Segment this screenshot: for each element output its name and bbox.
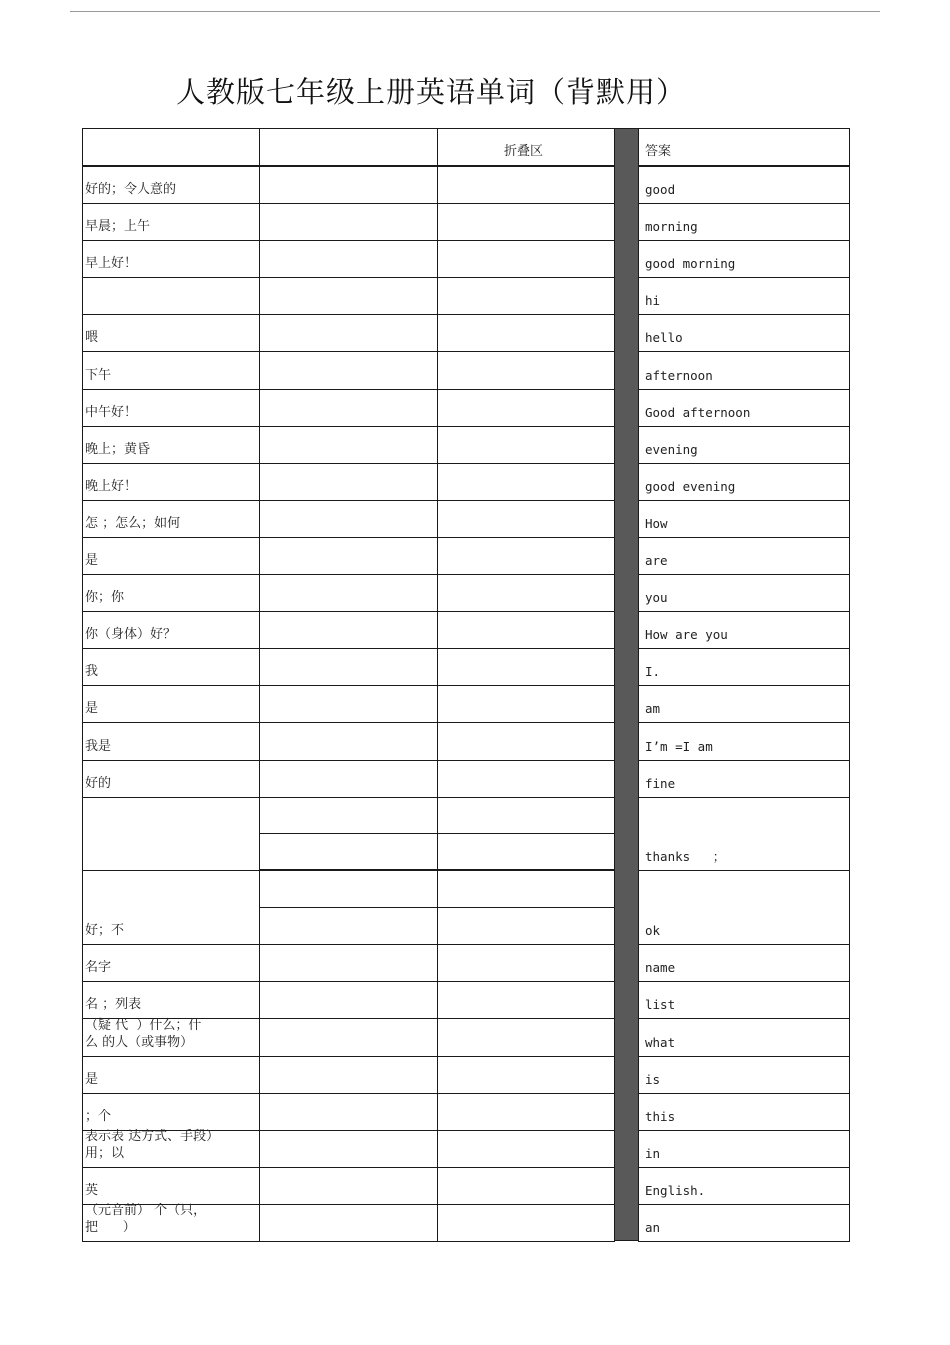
fold-write-cell[interactable] [437,426,615,464]
answer-label: 答案 [645,144,672,159]
fold-write-cell[interactable] [437,203,615,241]
chinese-cell [82,648,260,686]
chinese-cell [82,685,260,723]
english-answer: is [645,1072,661,1087]
answer-cell [638,203,850,241]
write-cell[interactable] [259,500,438,538]
english-answer: this [645,1109,676,1124]
chinese-cell [82,463,260,501]
write-cell[interactable] [259,797,438,834]
answer-cell [638,611,850,649]
english-answer: evening [645,442,698,457]
write-cell[interactable] [259,277,438,315]
header-cell-fold [437,128,615,166]
fold-write-cell[interactable] [437,166,615,204]
chinese-cell [82,426,260,464]
chinese-cell [82,1018,260,1057]
answer-cell [638,537,850,575]
answer-cell [638,1130,850,1168]
chinese-meaning: 是 [85,1072,99,1087]
chinese-meaning: 你（身体）好？ [85,627,177,642]
chinese-cell [82,1204,260,1242]
chinese-meaning: 好；不 [85,923,125,938]
english-answer: am [645,701,661,716]
chinese-cell [82,944,260,982]
write-cell[interactable] [259,240,438,278]
chinese-cell [82,1167,260,1205]
write-cell[interactable] [259,981,438,1019]
answer-cell [638,389,850,427]
chinese-meaning: 好的 [85,776,112,791]
chinese-meaning: 表示表 达方式、手段） 用；以 [85,1129,220,1161]
answer-cell [638,1056,850,1094]
answer-cell [638,277,850,315]
fold-write-cell[interactable] [437,500,615,538]
chinese-meaning: ；个 [85,1109,112,1124]
write-cell[interactable] [259,1056,438,1094]
fold-write-cell[interactable] [437,685,615,723]
fold-write-cell[interactable] [437,1018,615,1057]
english-answer: are [645,553,668,568]
fold-write-cell[interactable] [437,833,615,870]
answer-cell [638,760,850,798]
write-cell[interactable] [259,907,438,945]
write-cell[interactable] [259,203,438,241]
chinese-meaning: 我是 [85,739,112,754]
fold-write-cell[interactable] [437,351,615,390]
chinese-meaning: 名字 [85,960,112,975]
english-answer: I. [645,664,661,679]
chinese-meaning: 喂 [85,330,99,345]
write-cell[interactable] [259,833,438,870]
chinese-cell [82,277,260,315]
chinese-meaning: 下午 [85,368,112,383]
fold-write-cell[interactable] [437,537,615,575]
english-answer: How [645,516,668,531]
answer-cell [638,574,850,612]
write-cell[interactable] [259,166,438,204]
header-cell-chinese [82,128,260,166]
answer-cell [638,981,850,1019]
write-cell[interactable] [259,1204,438,1242]
fold-write-cell[interactable] [437,907,615,945]
chinese-meaning: （元音前） 个（只， 把 ） [85,1203,207,1235]
chinese-cell [82,537,260,575]
english-answer: fine [645,776,676,791]
chinese-meaning: 好的；令人意的 [85,182,177,197]
write-cell[interactable] [259,463,438,501]
header-cell-answer [638,128,850,166]
fold-strip [615,128,638,1241]
chinese-cell [82,240,260,278]
fold-write-cell[interactable] [437,981,615,1019]
english-answer: what [645,1035,676,1050]
write-cell[interactable] [259,760,438,798]
answer-cell [638,314,850,352]
write-cell[interactable] [259,1167,438,1205]
chinese-cell [82,722,260,761]
answer-cell [638,463,850,501]
answer-cell [638,1093,850,1131]
top-rule [70,11,880,12]
fold-write-cell[interactable] [437,389,615,427]
answer-cell [638,944,850,982]
answer-cell [638,648,850,686]
english-answer: I’m =I am [645,739,713,754]
fold-write-cell[interactable] [437,240,615,278]
chinese-cell [82,797,260,871]
chinese-cell [82,870,260,945]
write-cell[interactable] [259,1130,438,1168]
fold-write-cell[interactable] [437,314,615,352]
english-answer: name [645,960,676,975]
english-answer: list [645,997,676,1012]
english-answer: good evening [645,479,736,494]
fold-zone-label: 折叠区 [504,144,544,159]
answer-cell [638,722,850,761]
english-answer: thanks ； [645,849,726,864]
english-answer: good [645,182,676,197]
chinese-meaning: 是 [85,553,99,568]
chinese-meaning: 中午好！ [85,405,138,420]
chinese-cell [82,500,260,538]
english-answer: hi [645,293,661,308]
write-cell[interactable] [259,1093,438,1131]
write-cell[interactable] [259,648,438,686]
english-answer: you [645,590,668,605]
english-answer: an [645,1220,661,1235]
answer-cell [638,166,850,204]
write-cell[interactable] [259,537,438,575]
answer-cell [638,870,850,945]
chinese-cell [82,1093,260,1131]
answer-cell [638,1204,850,1242]
fold-write-cell[interactable] [437,797,615,834]
fold-write-cell[interactable] [437,1204,615,1242]
answer-cell [638,351,850,390]
fold-write-cell[interactable] [437,463,615,501]
english-answer: good morning [645,256,736,271]
write-cell[interactable] [259,1018,438,1057]
write-cell[interactable] [259,944,438,982]
write-cell[interactable] [259,722,438,761]
fold-write-cell[interactable] [437,277,615,315]
chinese-cell [82,574,260,612]
chinese-cell [82,1130,260,1168]
fold-write-cell[interactable] [437,944,615,982]
english-answer: English. [645,1183,706,1198]
chinese-cell [82,611,260,649]
write-cell[interactable] [259,389,438,427]
write-cell[interactable] [259,574,438,612]
fold-write-cell[interactable] [437,1056,615,1094]
chinese-meaning: 是 [85,701,99,716]
chinese-meaning: 名 ；列表 [85,997,142,1012]
fold-write-cell[interactable] [437,611,615,649]
chinese-cell [82,166,260,204]
chinese-meaning: 早上好！ [85,256,138,271]
fold-write-cell[interactable] [437,722,615,761]
fold-write-cell[interactable] [437,1130,615,1168]
english-answer: ok [645,923,661,938]
write-cell[interactable] [259,685,438,723]
chinese-meaning: 早晨；上午 [85,219,151,234]
answer-cell [638,1167,850,1205]
write-cell[interactable] [259,314,438,352]
chinese-meaning: 晚上好！ [85,479,138,494]
answer-cell [638,1018,850,1057]
write-cell[interactable] [259,611,438,649]
page-title: 人教版七年级上册英语单词（背默用） [175,75,686,109]
english-answer: morning [645,219,698,234]
answer-cell [638,797,850,871]
answer-cell [638,685,850,723]
answer-cell [638,500,850,538]
chinese-meaning: 怎 ；怎么；如何 [85,516,181,531]
fold-write-cell[interactable] [437,574,615,612]
chinese-meaning: 英 [85,1183,99,1198]
write-cell[interactable] [259,870,438,908]
fold-write-cell[interactable] [437,1093,615,1131]
english-answer: in [645,1146,661,1161]
english-answer: How are you [645,627,728,642]
answer-cell [638,426,850,464]
fold-write-cell[interactable] [437,760,615,798]
english-answer: hello [645,330,683,345]
chinese-meaning: （疑 代 ）什么；什 么 的人（或事物） [85,1018,202,1050]
fold-write-cell[interactable] [437,870,615,908]
chinese-cell [82,314,260,352]
chinese-meaning: 晚上；黄昏 [85,442,151,457]
answer-cell [638,240,850,278]
chinese-cell [82,203,260,241]
vocab-table [82,128,850,1241]
write-cell[interactable] [259,426,438,464]
write-cell[interactable] [259,351,438,390]
fold-write-cell[interactable] [437,648,615,686]
chinese-cell [82,351,260,390]
chinese-cell [82,981,260,1019]
chinese-meaning: 我 [85,664,99,679]
english-answer: Good afternoon [645,405,751,420]
chinese-cell [82,760,260,798]
chinese-meaning: 你；你 [85,590,125,605]
chinese-cell [82,389,260,427]
header-cell-write-1 [259,128,438,166]
english-answer: afternoon [645,368,713,383]
chinese-cell [82,1056,260,1094]
fold-write-cell[interactable] [437,1167,615,1205]
